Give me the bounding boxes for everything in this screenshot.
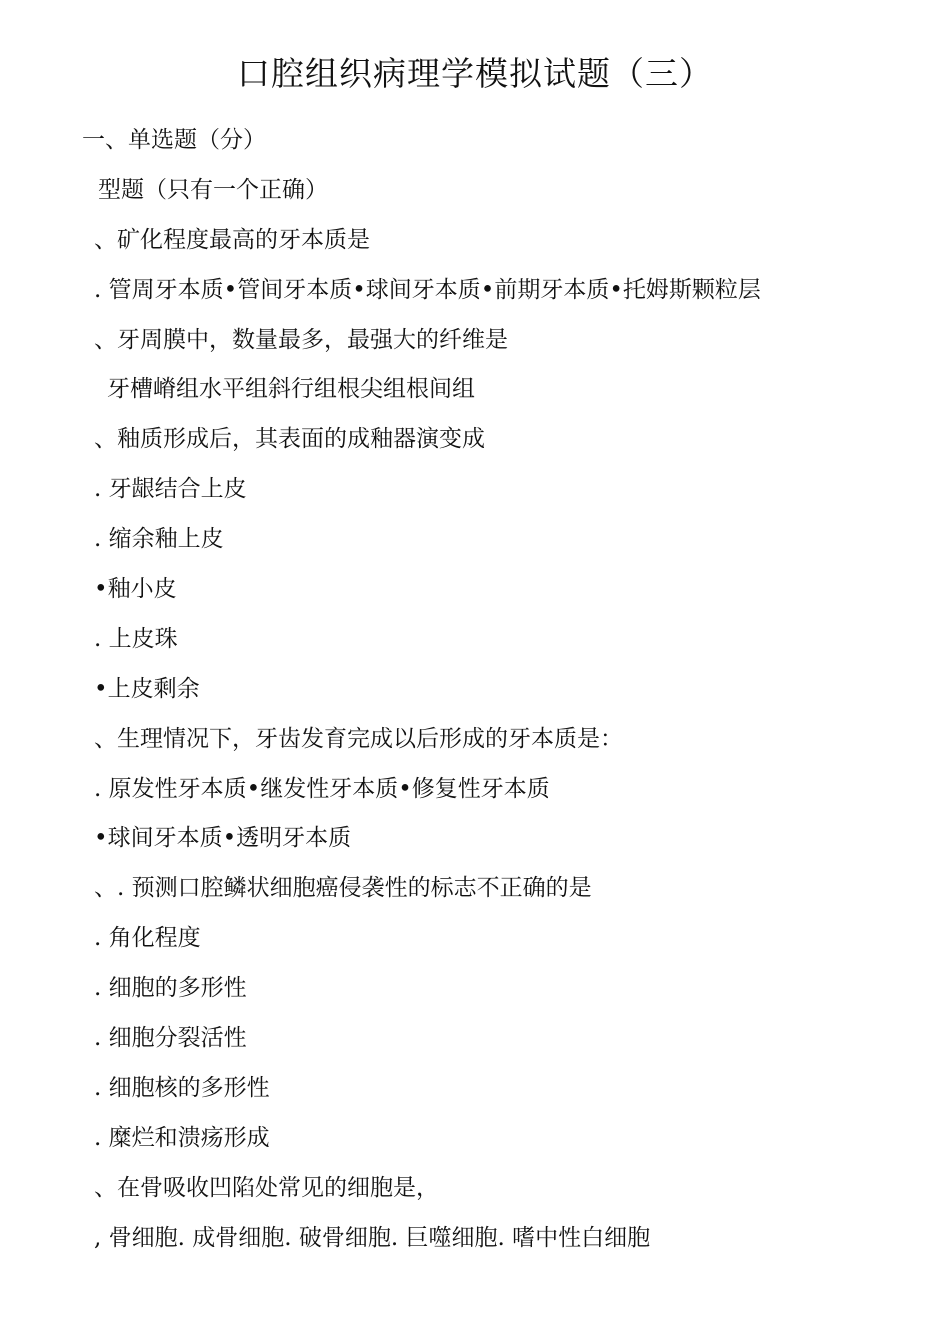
- question-5-option: . 糜烂和溃疡形成: [94, 1124, 270, 1151]
- question-5-option: . 细胞的多形性: [94, 975, 247, 1002]
- question-2: 、牙周膜中，数量最多，最强大的纤维是: [94, 326, 508, 353]
- section-heading: 一、单选题（分）: [82, 127, 266, 153]
- question-type-note: 型题（只有一个正确）: [98, 176, 328, 203]
- question-1-options: . 管周牙本质•管间牙本质•球间牙本质•前期牙本质•托姆斯颗粒层: [94, 276, 761, 303]
- question-3: 、釉质形成后，其表面的成釉器演变成: [94, 426, 485, 453]
- question-3-option: •釉小皮: [94, 576, 177, 603]
- question-4-options: . 原发性牙本质•继发性牙本质•修复性牙本质: [94, 775, 550, 802]
- question-1: 、矿化程度最高的牙本质是: [94, 226, 370, 253]
- question-5: 、. 预测口腔鳞状细胞癌侵袭性的标志不正确的是: [94, 875, 592, 902]
- question-4-options: •球间牙本质•透明牙本质: [94, 825, 352, 852]
- document-title: 口腔组织病理学模拟试题（三）: [237, 54, 713, 93]
- question-6: 、在骨吸收凹陷处常见的细胞是，: [94, 1174, 439, 1201]
- question-3-option: . 缩余釉上皮: [94, 526, 224, 553]
- question-4: 、生理情况下，牙齿发育完成以后形成的牙本质是：: [94, 725, 623, 752]
- question-6-options: , 骨细胞. 成骨细胞. 破骨细胞. 巨噬细胞. 嗜中性白细胞: [94, 1224, 651, 1251]
- question-5-option: . 角化程度: [94, 925, 201, 952]
- question-3-option: . 上皮珠: [94, 625, 178, 652]
- question-5-option: . 细胞分裂活性: [94, 1025, 247, 1052]
- exam-content: [0, 122, 950, 1269]
- question-5-option: . 细胞核的多形性: [94, 1074, 270, 1101]
- question-3-option: •上皮剩余: [94, 675, 200, 702]
- question-3-option: . 牙龈结合上皮: [94, 476, 247, 503]
- question-2-options: 牙槽嵴组水平组斜行组根尖组根间组: [107, 376, 475, 403]
